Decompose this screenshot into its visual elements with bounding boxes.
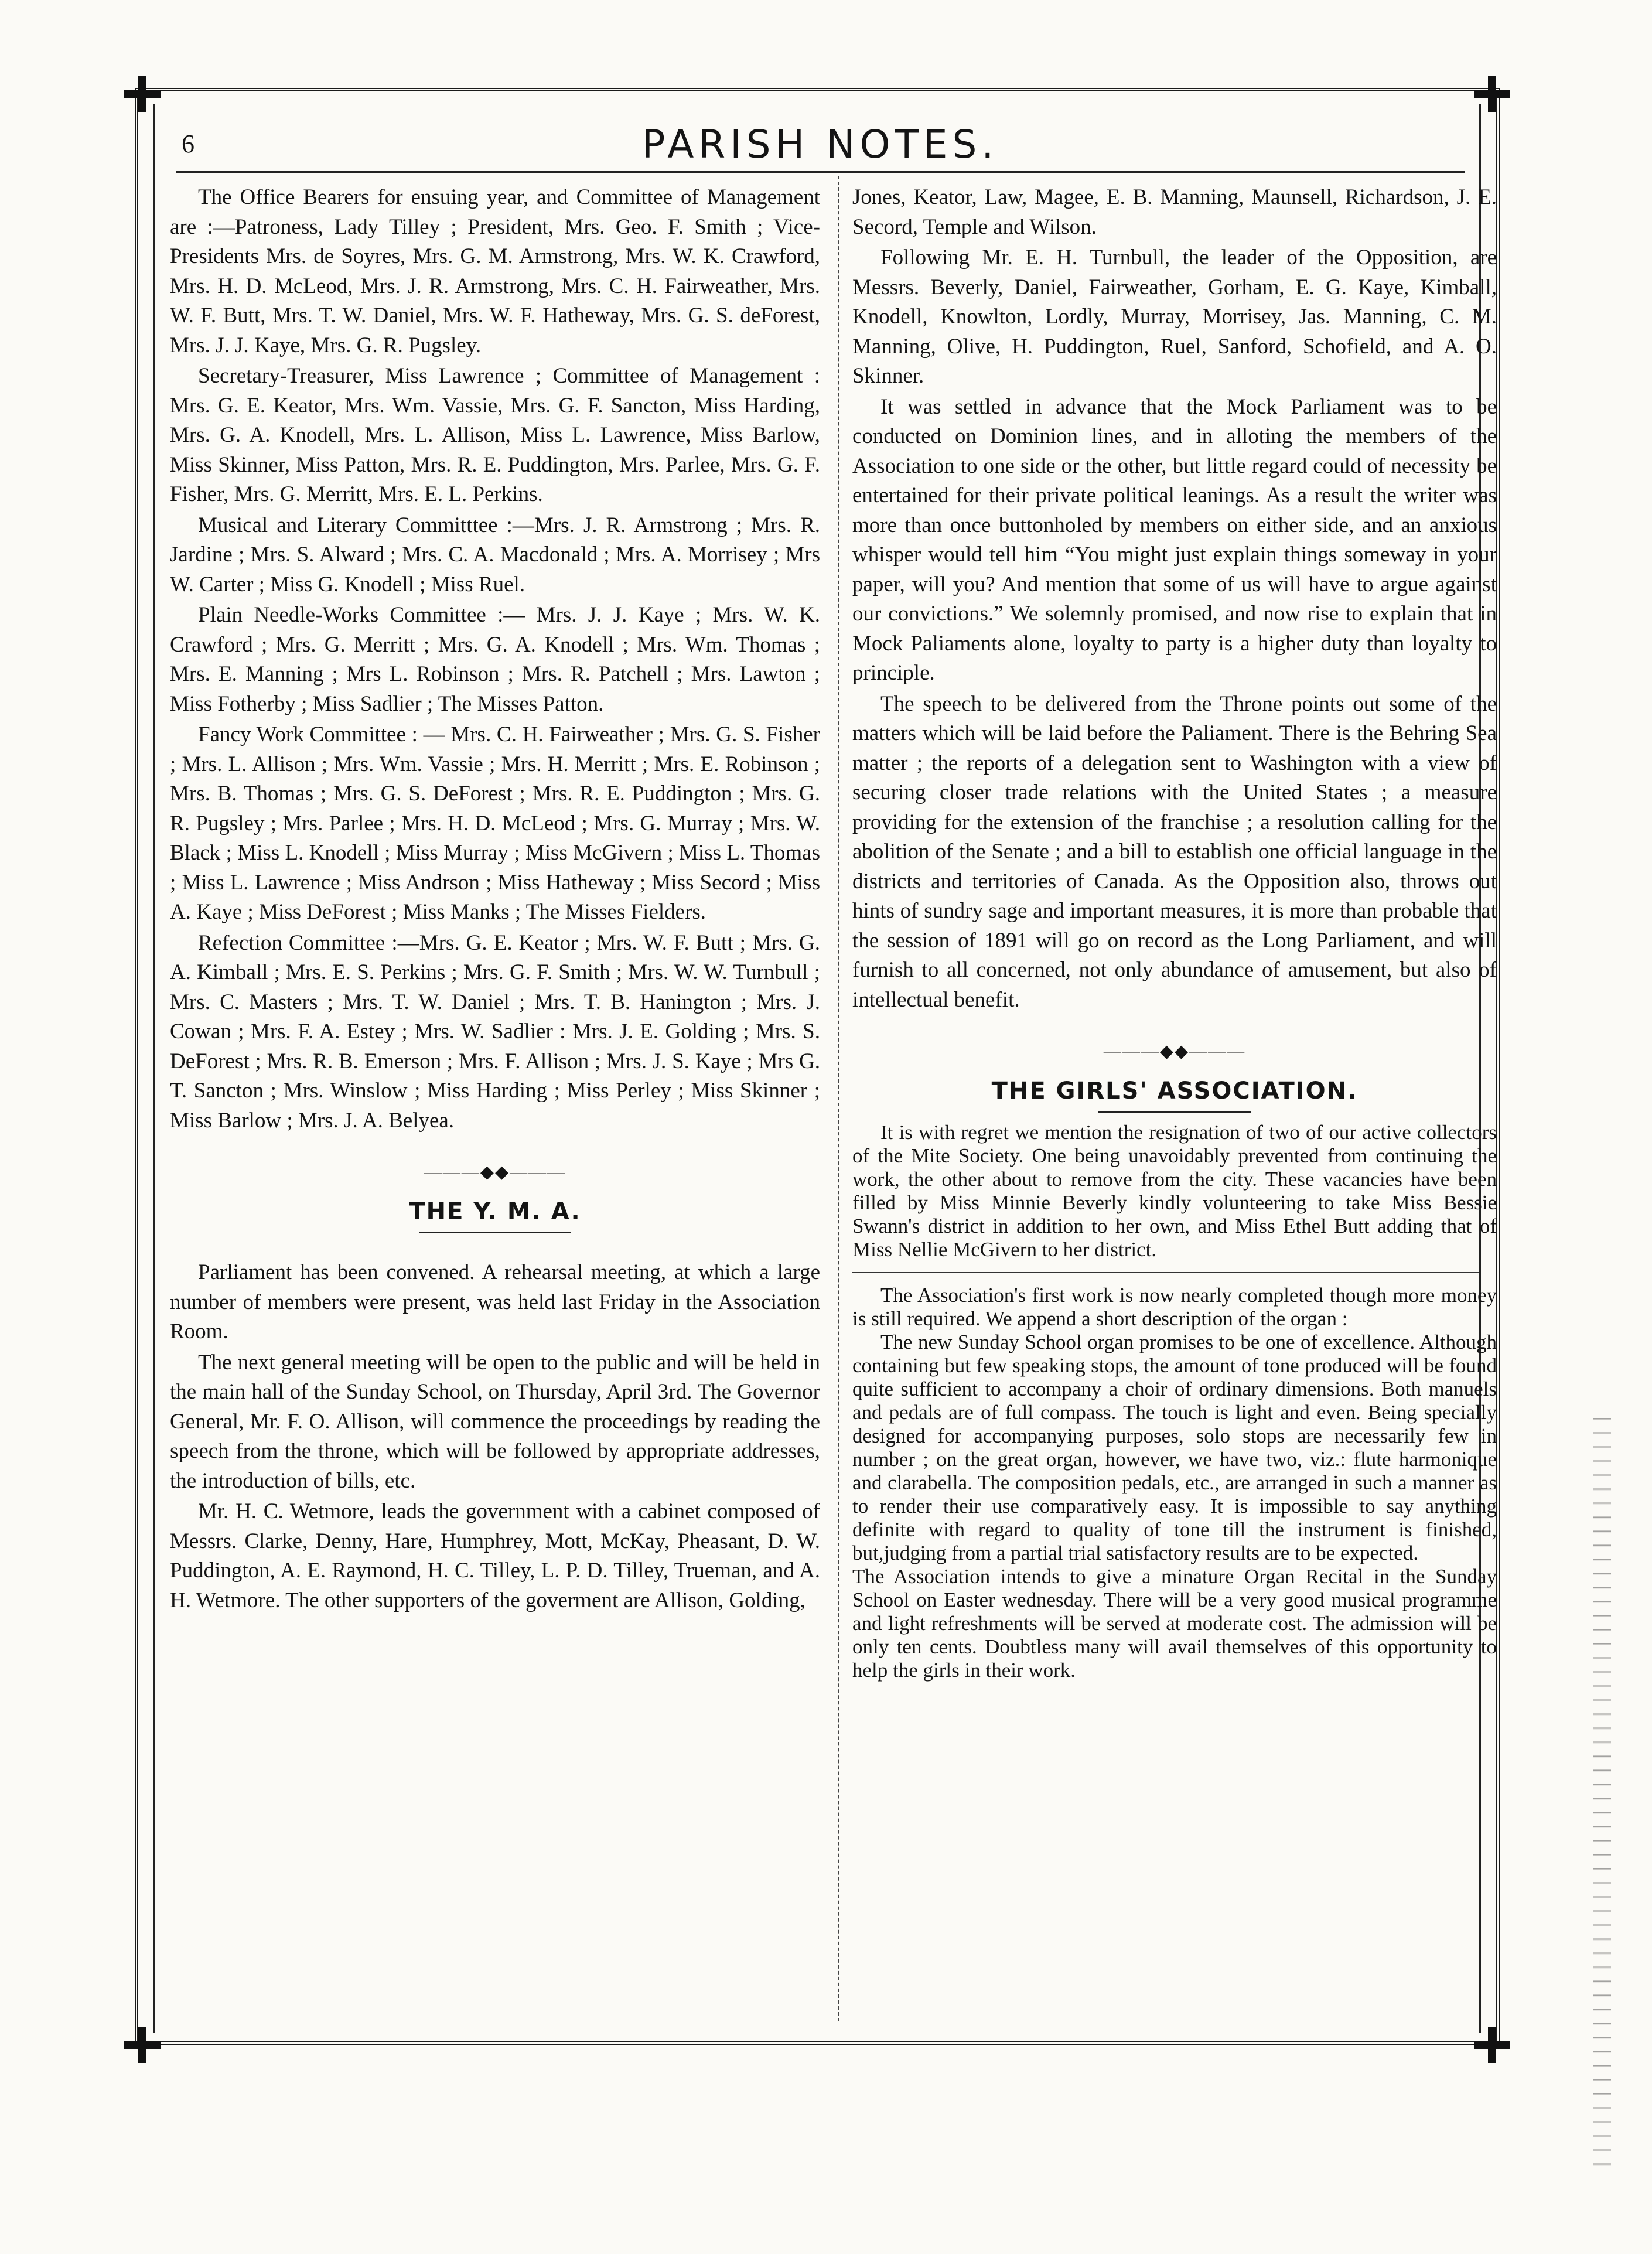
section-ornament: ———◆◆——— <box>1103 1042 1246 1061</box>
margin-scan-artifact <box>1593 1406 1611 2168</box>
column-divider <box>838 176 839 2021</box>
girls-association-body <box>852 1121 1497 1682</box>
girls-paragraph: The Association's first work is now nearly completed though more money is still required. We append a short description of the organ : <box>852 1284 1497 1330</box>
office-bearers-paragraph: The Office Bearers for ensuing year, and Committee of Management are :—Patroness, Lady Tilley ; President, Mrs. Geo. F. Smith ; Vice-Presidents Mrs. de Soyres, Mrs. G. M. Armstrong, Mrs. W. K. Crawford, Mrs. H. D. McLeod, Mrs. J. R. Armstrong, Mrs. C. H. Fairweather, Mrs. W. F. Butt, Mrs. T. W. Daniel, Mrs. W. F. Hatheway, Mrs. G. S. deForest, Mrs. J. J. Kaye, Mrs. G. R. Pugsley. <box>170 185 820 357</box>
yma-paragraph: Following Mr. E. H. Turnbull, the leader of the Opposition, are Messrs. Beverly, Daniel, Fairweather, Gorham, E. G. Kaye, Kimball, Knodell, Knowlton, Lordly, Murray, Morrisey, Jas. Manning, C. M. Manning, Olive, H. Puddington, Ruel, Sanford, Schofield, and A. O. Skinner. <box>852 245 1497 388</box>
spacer <box>170 1242 820 1258</box>
musical-committee-paragraph: Musical and Literary Committtee :—Mrs. J. R. Armstrong ; Mrs. R. Jardine ; Mrs. S. Alward ; Mrs. C. A. Macdonald ; Mrs. A. Morrisey ; Mrs W. Carter ; Miss G. Knodell ; Miss Ruel. <box>170 513 820 596</box>
yma-paragraph: The next general meeting will be open to the public and will be held in the main hall of the Sunday School, on Thursday, April 3rd. The Governor General, Mr. F. O. Allison, will commence the proceedings by reading the speech from the throne, which will be followed by appropriate addresses, the introduction of bills, etc. <box>170 1350 820 1493</box>
yma-paragraph: The speech to be delivered from the Throne points out some of the matters which will be laid before the Paliament. There is the Behring Sea matter ; the reports of a delegation sent to Washington with a view of securing closer trade relations with the United States ; a measure providing for the extension of the franchise ; a resolution calling for the abolition of the Senate ; and a bill to establish one official language in the districts and territories of Canada. As the Opposition also, throws out hints of sundry sage and important measures, it is more than probable that the session of 1891 will go on record as the Long Parliament, and will furnish to all concerned, not only abundance of amusement, but also of intellectual benefit. <box>852 691 1497 1012</box>
section-ornament: ———◆◆——— <box>424 1162 566 1182</box>
girls-association-title: THE GIRLS' ASSOCIATION. <box>852 1076 1497 1113</box>
cross-ornament-icon <box>1472 2024 1513 2065</box>
section-rule <box>852 1272 1479 1273</box>
fancy-work-committee-paragraph: Fancy Work Committee : — Mrs. C. H. Fairweather ; Mrs. G. S. Fisher ; Mrs. L. Allison ; Mrs. Wm. Vassie ; Mrs. H. Merritt ; Mrs. E. Robinson ; Mrs. B. Thomas ; Mrs. G. S. DeForest ; Mrs. R. E. Puddington ; Mrs. G. R. Pugsley ; Mrs. Parlee ; Mrs. H. D. McLeod ; Mrs. G. Murray ; Mrs. W. Black ; Miss L. Knodell ; Miss Murray ; Miss McGivern ; Miss L. Thomas ; Miss L. Lawrence ; Miss Andrson ; Miss Hatheway ; Miss Secord ; Miss A. Kaye ; Miss DeForest ; Miss Manks ; The Misses Fielders. <box>170 722 820 924</box>
yma-paragraph: Parliament has been convened. A rehearsal meeting, at which a large number of members were present, was held last Friday in the Association Room. <box>170 1260 820 1343</box>
yma-paragraph: Mr. H. C. Wetmore, leads the government with a cabinet composed of Messrs. Clarke, Denny, Hare, Humphrey, Mott, McKay, Pheasant, D. W. Puddington, A. E. Raymond, H. C. Tilley, L. P. D. Tilley, Trueman, and A. H. Wetmore. The other supporters of the goverment are Allison, Golding, <box>170 1499 820 1612</box>
cross-ornament-icon <box>122 73 163 114</box>
yma-paragraph-continued: Jones, Keator, Law, Magee, E. B. Manning, Maunsell, Richardson, J. E. Secord, Temple and Wilson. <box>852 185 1497 239</box>
yma-paragraph: It was settled in advance that the Mock Parliament was to be conducted on Dominion lines, and in alloting the members of the Association to one side or the other, but little regard could of necessity be entertained for their private political leanings. As a result the writer was more than once buttonholed by members on either side, and an anxious whisper would tell him “You might just explain things someway in your paper, will you? And mention that some of us will have to argue against our convictions.” We solemnly promised, and now rise to explain that in Mock Paliaments alone, loyalty to party is a higher duty than loyalty to principle. <box>852 394 1497 685</box>
cross-ornament-icon <box>1472 73 1513 114</box>
organ-description-paragraph: The new Sunday School organ promises to be one of excellence. Although containing but few speaking stops, the amount of tone produced will be found quite sufficient to accompany a choir of ordinary dimensions. Both manuels and pedals are of full compass. The touch is light and even. Being specially designed for accompanying purposes, solo stops are necessarily few in number ; on the great organ, however, we have two, viz.: flute harmonique and clarabella. The composition pedals, etc., are arranged in such a manner as to render their use comparatively easy. It is impossible to say anything definite with regard to quality of tone till the instrument is finished, but,judging from a partial trial satisfactory results are to be expected. <box>852 1331 1497 1564</box>
girls-paragraph: The Association intends to give a minature Organ Recital in the Sunday School on Easter wednesday. There will be a very good musical programme and light refreshments will be served at moderate cost. The admission will be only ten cents. Doubtless many will avail themselves of this opportunity to help the girls in their work. <box>852 1565 1497 1682</box>
cross-ornament-icon <box>122 2024 163 2065</box>
page-number: 6 <box>182 129 194 158</box>
header-rule <box>176 171 1465 173</box>
yma-section-title: THE Y. M. A. <box>170 1197 820 1234</box>
committee-management-paragraph: Secretary-Treasurer, Miss Lawrence ; Committee of Management : Mrs. G. E. Keator, Mrs. Wm. Vassie, Mrs. G. F. Sancton, Miss Harding, Mrs. G. A. Knodell, Mrs. L. Allison, Miss L. Lawrence, Miss Barlow, Miss Skinner, Miss Patton, Mrs. R. E. Puddington, Mrs. Parlee, Mrs. G. F. Fisher, Mrs. G. Merritt, Mrs. E. L. Perkins. <box>170 364 820 506</box>
needle-work-committee-paragraph: Plain Needle-Works Committee :— Mrs. J. J. Kaye ; Mrs. W. K. Crawford ; Mrs. G. Merritt ; Mrs. G. A. Knodell ; Mrs. Wm. Thomas ; Mrs. E. Manning ; Mrs L. Robinson ; Mrs. R. Patchell ; Mrs. Lawton ; Miss Fotherby ; Miss Sadlier ; The Misses Patton. <box>170 603 820 716</box>
page-header <box>176 117 1465 170</box>
running-title: PARISH NOTES. <box>641 122 999 167</box>
refection-committee-paragraph: Refection Committee :—Mrs. G. E. Keator ; Mrs. W. F. Butt ; Mrs. G. A. Kimball ; Mrs. E. S. Perkins ; Mrs. G. F. Smith ; Mrs. W. W. Turnbull ; Mrs. C. Masters ; Mrs. T. W. Daniel ; Mrs. T. B. Hanington ; Mrs. J. Cowan ; Mrs. F. A. Estey ; Mrs. W. Sadlier : Mrs. J. E. Golding ; Mrs. S. DeForest ; Mrs. R. B. Emerson ; Mrs. F. Allison ; Mrs. J. S. Kaye ; Mrs G. T. Sancton ; Mrs. Winslow ; Miss Harding ; Miss Perley ; Miss Skinner ; Miss Barlow ; Mrs. J. A. Belyea. <box>170 930 820 1133</box>
right-column <box>852 183 1497 1682</box>
left-column <box>170 183 820 1617</box>
girls-paragraph: It is with regret we mention the resignation of two of our active collectors of the Mite Society. One being unavoidably prevented from continuing the work, the other about to remove from the city. These vacancies have been filled by Miss Minnie Beverly kindly volunteering to take Miss Bessie Swann's district in addition to her own, and Miss Ethel Butt adding that of Miss Nellie McGivern to her district. <box>852 1121 1497 1261</box>
